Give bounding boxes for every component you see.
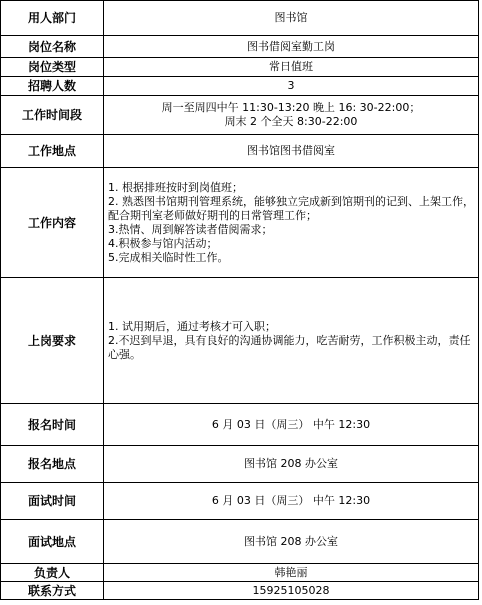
row-location <box>1 135 479 168</box>
signup-time-value: 6 月 03 日（周三） 中午 12:30 <box>104 404 479 446</box>
interview-time-value: 6 月 03 日（周三） 中午 12:30 <box>104 483 479 520</box>
type-value: 常日值班 <box>104 58 479 77</box>
row-requirements <box>1 278 479 404</box>
contact-phone-label: 联系方式 <box>1 582 104 600</box>
contact-phone-value: 15925105028 <box>104 582 479 600</box>
row-contact-person <box>1 564 479 582</box>
contact-person-value: 韩艳丽 <box>104 564 479 582</box>
hours-line-1: 周一至周四中午 11:30-13:20 晚上 16: 30-22:00； <box>161 101 421 114</box>
position-label: 岗位名称 <box>1 36 104 58</box>
hours-label: 工作时间段 <box>1 96 104 135</box>
row-position <box>1 36 479 58</box>
dept-label: 用人部门 <box>1 1 104 36</box>
requirement-item: 1. 试用期后，通过考核才可入职； <box>108 319 276 333</box>
interview-place-label: 面试地点 <box>1 520 104 564</box>
row-contact-phone <box>1 582 479 600</box>
row-interview-time <box>1 483 479 520</box>
interview-place-value: 图书馆 208 办公室 <box>104 520 479 564</box>
dept-value: 图书馆 <box>104 1 479 36</box>
duty-item: 5.完成相关临时性工作。 <box>108 250 229 264</box>
row-hours <box>1 96 479 135</box>
requirements-label: 上岗要求 <box>1 278 104 404</box>
hours-value <box>104 96 479 135</box>
headcount-value: 3 <box>104 77 479 96</box>
interview-time-label: 面试时间 <box>1 483 104 520</box>
position-value: 图书借阅室勤工岗 <box>104 36 479 58</box>
duty-item: 1. 根据排班按时到岗值班； <box>108 180 243 194</box>
row-dept <box>1 1 479 36</box>
requirements-list <box>104 278 479 404</box>
location-value: 图书馆图书借阅室 <box>104 135 479 168</box>
signup-place-value: 图书馆 208 办公室 <box>104 446 479 483</box>
type-label: 岗位类型 <box>1 58 104 77</box>
duty-item: 2. 熟悉图书馆期刊管理系统，能够独立完成新到馆期刊的记到、上架工作，配合期刊室老师做好期刊的日常管理工作； <box>108 194 474 222</box>
location-label: 工作地点 <box>1 135 104 168</box>
duties-label: 工作内容 <box>1 168 104 278</box>
signup-place-label: 报名地点 <box>1 446 104 483</box>
row-signup-time <box>1 404 479 446</box>
row-headcount <box>1 77 479 96</box>
row-duties <box>1 168 479 278</box>
duties-list <box>104 168 479 278</box>
duty-item: 3.热情、周到解答读者借阅需求； <box>108 222 273 236</box>
hours-line-2: 周末 2 个全天 8:30-22:00 <box>224 115 358 128</box>
duty-item: 4.积极参与馆内活动； <box>108 236 218 250</box>
row-type <box>1 58 479 77</box>
row-signup-place <box>1 446 479 483</box>
requirement-item: 2.不迟到早退，具有良好的沟通协调能力，吃苦耐劳，工作积极主动，责任心强。 <box>108 333 471 361</box>
contact-person-label: 负责人 <box>1 564 104 582</box>
signup-time-label: 报名时间 <box>1 404 104 446</box>
headcount-label: 招聘人数 <box>1 77 104 96</box>
row-interview-place <box>1 520 479 564</box>
